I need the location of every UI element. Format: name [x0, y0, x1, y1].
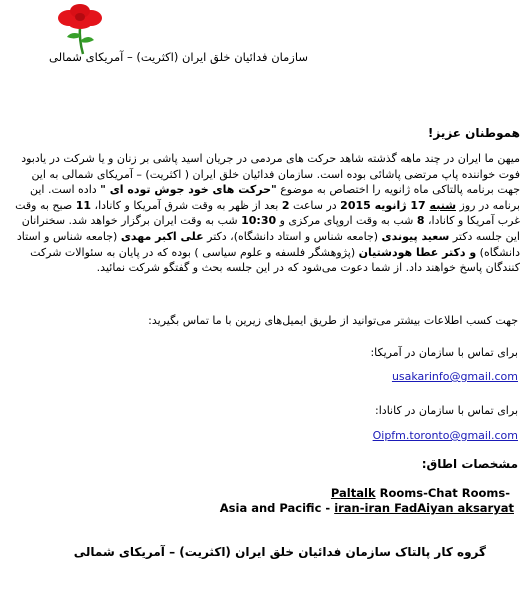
- text-segment: (جامعه شناس و استاد دانشگاه): [16, 229, 520, 259]
- room-path-line2: [220, 501, 514, 515]
- org-header: سازمان فدائیان خلق ایران (اکثریت) – آمریکای شمالی: [49, 50, 308, 64]
- event-hour: 11: [75, 198, 92, 212]
- speaker-name: سعید پیوندی: [381, 229, 450, 243]
- speaker-name: و دکتر عطا هودشتیان: [358, 245, 477, 259]
- room-path-text: Rooms-Chat Rooms-: [375, 486, 510, 500]
- text-segment: داده است. این برنامه در روز: [29, 183, 520, 212]
- announcement-paragraph: [8, 151, 520, 276]
- room-path-text: Asia and Pacific -: [219, 501, 335, 515]
- event-hour: 8: [416, 214, 425, 228]
- text-segment: (جامعه شناس و استاد دانشگاه)، دکتر: [203, 229, 382, 243]
- event-hour: 10:30: [241, 214, 277, 228]
- usa-email-link[interactable]: usakarinfo@gmail.com: [391, 370, 518, 383]
- canada-contact-label: برای تماس با سازمان در کانادا:: [375, 404, 518, 417]
- rose-logo: [56, 4, 104, 56]
- event-date: 17 ژانویه 2015: [340, 198, 430, 212]
- room-name-link[interactable]: iran-iran FadAiyan aksaryat: [334, 501, 514, 515]
- text-segment: شب به وقت ایران برگزار خواهد شد. سخنرانان این جلسه دکتر: [21, 214, 520, 243]
- contact-intro: جهت کسب اطلاعات بیشتر می‌توانید از طریق ایمیل‌های زیرین با ما تماس بگیرید:: [148, 314, 518, 327]
- event-hour: 2: [281, 198, 290, 212]
- paltalk-link[interactable]: Paltalk: [330, 486, 376, 500]
- greeting: هموطنان عزیز!: [427, 126, 520, 140]
- text-segment: صبح به وقت غرب آمریکا و کانادا،: [15, 198, 520, 228]
- topic-title: "حرکت های خود جوش توده ای ": [100, 183, 277, 197]
- text-segment: میهن ما ایران در چند ماهه گذشته شاهد حرکت های مردمی در جریان اسید پاشی بر زنان و یا شرکت در یادبود فوت خواننده پاپ مرتضی پاشائی بوده است. سازمان فدائیان خلق ایران ( اکثریت) – آمریکای شمالی به این جهت برنامه پالتاکی ماه ژانویه را اختصاص به موضوع: [21, 152, 520, 197]
- room-details-label: مشخصات اطاق:: [421, 457, 518, 471]
- text-segment: شب به وقت اروپای مرکزی و: [276, 214, 417, 228]
- speaker-name: علی اکبر مهدی: [120, 229, 204, 243]
- text-segment: (پژوهشگر فلسفه و علوم سیاسی ) بوده که در پایان به سئوالات شرکت کنندگان پاسخ خواهند داد. از شما دعوت می‌شود که در این جلسه بحث و گفتگو شرکت نمائید.: [30, 245, 520, 275]
- canada-email-link[interactable]: Oipfm.toronto@gmail.com: [372, 429, 518, 442]
- room-path-line1: [331, 486, 510, 500]
- event-day: شنبه: [429, 198, 457, 212]
- footer-group-name: گروه کار پالتاک سازمان فدائیان خلق ایران (اکثریت) – آمریکای شمالی: [73, 545, 486, 559]
- usa-contact-label: برای تماس با سازمان در آمریکا:: [370, 346, 518, 359]
- text-segment: بعد از ظهر به وقت شرق آمریکا و کانادا،: [91, 198, 282, 212]
- text-segment: در ساعت: [289, 198, 341, 212]
